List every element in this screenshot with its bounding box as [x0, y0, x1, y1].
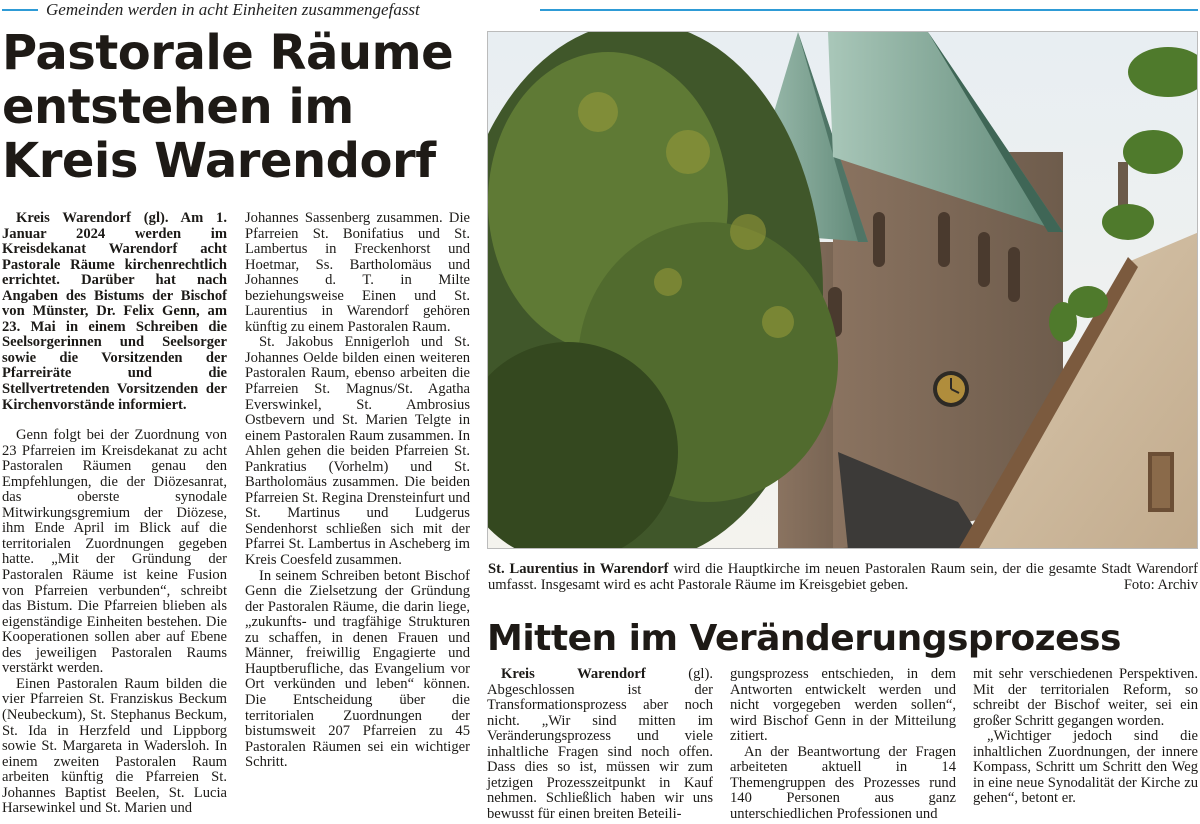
article2-column-1 — [487, 667, 713, 822]
kicker-rule-right — [540, 9, 1198, 11]
caption-text: wird die Hauptkirche im neuen Pastoralen Raum sein, der die gesamte Stadt Warendorf umfasst. Insgesamt wird es acht Pastorale Räume im Kreisgebiet geben. — [488, 561, 1198, 593]
article2-column-3 — [973, 667, 1198, 807]
article2-paragraph-3: An der Beantwortung der Fragen arbeiteten aktuell in 14 Themengruppen des Prozesses rund 140 Personen aus ganz unterschiedlichen Professionen und — [730, 743, 956, 822]
article1-paragraph-1: Genn folgt bei der Zuordnung von 23 Pfarreien im Kreisdekanat zu acht Pastoralen Räumen genau den Empfehlungen, die der Diözesanrat, das oberste synodale Mitwirkungsgremium der Diözese, ihm Ende April im Blick auf die territorialen Zuordnungen gegeben hatte. „Mit der Gründung der Pastoralen Räume ist keine Fusion von Pfarreien verbunden“, schreibt das Bistum. Die Pfarreien blieben als eigenständige Einheiten bestehen. Die Kooperationen sollen aber auf Ebene des jeweiligen Pastoralen Raums verstärkt werden. — [2, 427, 227, 677]
article2-paragraph-1 — [487, 667, 713, 822]
article1-lead: Kreis Warendorf (gl). Am 1. Januar 2024 werden im Kreisdekanat Warendorf acht Pastorale Räume kirchenrechtlich errichtet. Darüber hat nach Angaben des Bistums der Bischof von Münster, Dr. Felix Genn, am 23. Mai in einem Schreiben die Seelsorgerinnen und Seelsorger sowie die Vorsitzenden der Pfarreiräte und die Stellvertretenden Vorsitzenden der Kirchenvorstände informiert. — [2, 210, 227, 413]
headline — [2, 26, 482, 188]
article2-dateline: Kreis Warendorf — [501, 666, 646, 682]
caption-subject: St. Laurentius in Warendorf — [488, 561, 669, 577]
article1-paragraph-4: St. Jakobus Ennigerloh und St. Johannes Oelde bilden einen weiteren Pastoralen Raum, ebenso arbeiten die Pfarreien St. Magnus/St. Agatha Everswinkel, St. Ambrosius Ostbevern und St. Marien Telgte in einem Pastoralen Raum zusammen. In Ahlen gehen die beiden Pfarreien St. Pankratius (Vorhelm) und St. Bartholomäus zusammen. Die beiden Pfarreien St. Regina Drensteinfurt und St. Martinus und Ludgerus Sendenhorst schließen sich mit der Pfarrei St. Lambertus in Ascheberg im Kreis Coesfeld zusammen. — [245, 334, 470, 569]
kicker-rule-left — [2, 9, 38, 11]
st-laurentius-church-image — [488, 32, 1198, 549]
church-photo — [487, 31, 1198, 549]
article1-paragraph-3: Johannes Sassenberg zusammen. Die Pfarreien St. Bonifatius und St. Lambertus in Freckenhorst und Hoetmar, Ss. Bartholomäus und Johannes d. T. in Milte beziehungsweise Einen und St. Laurentius in Warendorf gehören künftig zu einem Pastoralen Raum. — [245, 210, 470, 335]
article1-column-1 — [2, 211, 227, 817]
article2-paragraph-2: gungsprozess entschieden, in dem Antworten entwickelt werden und nicht vorgegeben werden sollen“, wird Bischof Genn in der Mitteilung zitiert. — [730, 666, 956, 745]
article2-paragraph-5: „Wichtiger jedoch sind die inhaltlichen Zuordnungen, der innere Kompass, Schritt um Schritt den Weg in eine neue Synodalität der Kirche zu gehen“, betont er. — [973, 728, 1198, 807]
photo-credit: Foto: Archiv — [1123, 576, 1198, 593]
kicker: Gemeinden werden in acht Einheiten zusammengefasst — [46, 0, 420, 19]
headline-line-3: Kreis Warendorf — [2, 133, 436, 189]
photo-caption — [488, 562, 1198, 593]
headline-line-1: Pastorale Räume — [2, 25, 454, 81]
article1-paragraph-5: In seinem Schreiben betont Bischof Genn die Zielsetzung der Gründung der Pastoralen Räume, die darin liege, „zukunfts- und tragfähige Strukturen zu schaffen, in denen Frauen und Männer, freiwillig Engagierte und Hauptberufliche, das Evangelium vor Ort verkünden und leben“ können. Die Entscheidung über die territorialen Zuordnungen der bistumsweit 207 Pfarreien zu 45 Pastoralen Räumen sei ein wichtiger Schritt. — [245, 567, 470, 771]
article1-paragraph-2: Einen Pastoralen Raum bilden die vier Pfarreien St. Franziskus Beckum (Neubeckum), St. Stephanus Beckum, St. Ida in Herzfeld und Lippborg sowie St. Margareta in Wadersloh. In einem zweiten Pastoralen Raum arbeiten künftig die Pfarreien St. Johannes Baptist Beelen, St. Lucia Harsewinkel und St. Marien und — [2, 675, 227, 817]
article2-col1-text: (gl). Abgeschlossen ist der Transformationsprozess aber noch nicht. „Wir sind mitten im Veränderungsprozess und viele inhaltliche Fragen sind noch offen. Dass dies so ist, müssen wir zum jetzigen Prozesszeitpunkt in Kauf nehmen. Schließlich haben wir uns bewusst für einen breiten Beteili- — [487, 666, 713, 822]
article2-paragraph-4: mit sehr verschiedenen Perspektiven. Mit der territorialen Reform, so schreibt der Bischof weiter, sei ein großer Schritt gegangen worden. — [973, 666, 1198, 729]
article2-column-2 — [730, 667, 956, 822]
article1-column-2 — [245, 211, 470, 771]
article2-headline: Mitten im Veränderungsprozess — [487, 618, 1121, 659]
headline-line-2: entstehen im — [2, 79, 354, 135]
